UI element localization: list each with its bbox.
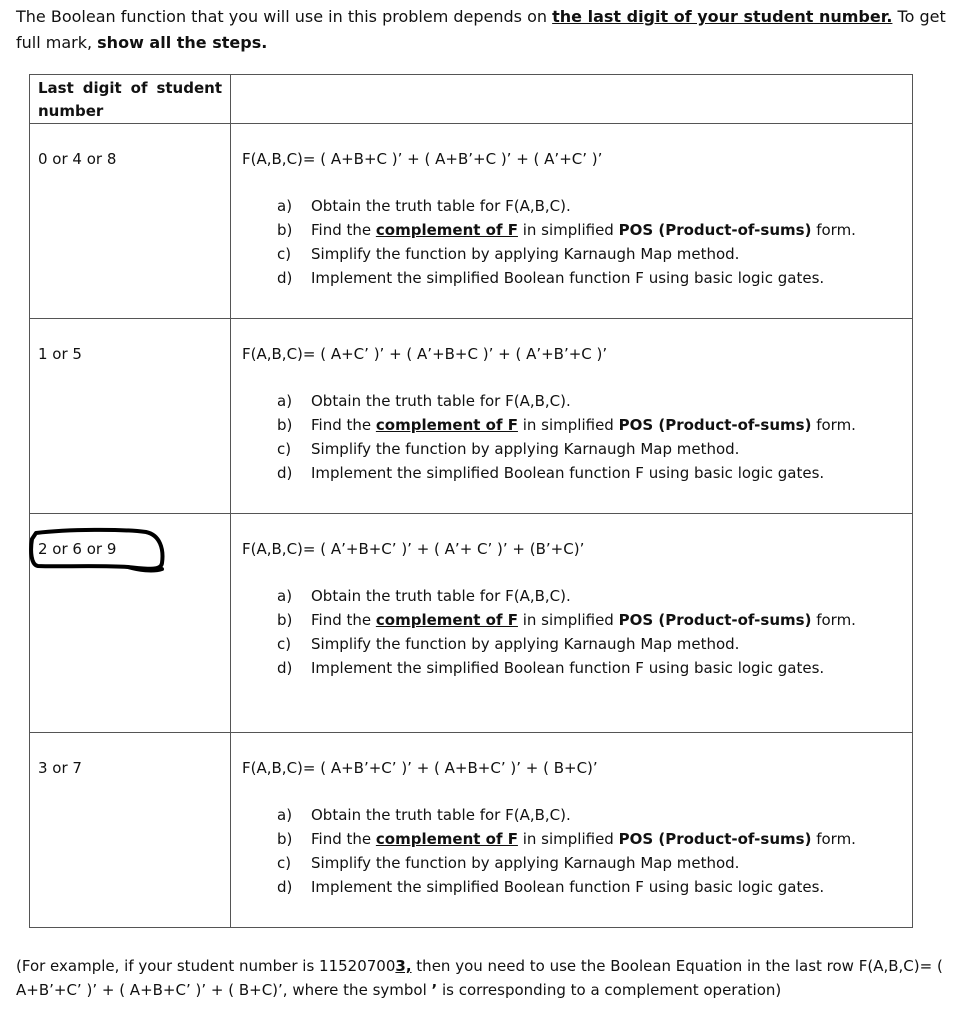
row-digits: 3 or 7 <box>38 759 82 777</box>
digit-cell <box>30 514 231 733</box>
complement-symbol: ’ <box>431 981 438 999</box>
row-digits: 0 or 4 or 8 <box>38 150 117 168</box>
example-last-digit: 3, <box>395 957 412 975</box>
header-cell-empty <box>231 75 913 124</box>
task-a: a) Obtain the truth table for F(A,B,C). <box>277 392 571 410</box>
task-b: b) Find the complement of F in simplified POS (Product-of-sums) form. <box>277 416 856 434</box>
task-list <box>277 584 912 680</box>
task-c: c) Simplify the function by applying Karnaugh Map method. <box>277 440 740 458</box>
table-row <box>30 733 913 928</box>
task-b: b) Find the complement of F in simplified POS (Product-of-sums) form. <box>277 830 856 848</box>
header-label-line2: number <box>38 102 104 120</box>
function-cell <box>231 733 913 928</box>
task-c: c) Simplify the function by applying Karnaugh Map method. <box>277 245 740 263</box>
intro-text: The Boolean function that you will use in this problem depends on <box>16 7 553 26</box>
task-d: d) Implement the simplified Boolean function F using basic logic gates. <box>277 659 825 677</box>
function-cell <box>231 124 913 319</box>
task-d: d) Implement the simplified Boolean function F using basic logic gates. <box>277 269 825 287</box>
task-d: d) Implement the simplified Boolean function F using basic logic gates. <box>277 464 825 482</box>
boolean-function: F(A,B,C)= ( A+C’ )’ + ( A’+B+C )’ + ( A’+B’+C )’ <box>242 345 608 363</box>
task-list <box>277 803 912 899</box>
header-cell-digit <box>30 75 231 124</box>
function-cell <box>231 319 913 514</box>
task-d: d) Implement the simplified Boolean function F using basic logic gates. <box>277 878 825 896</box>
task-list <box>277 389 912 485</box>
boolean-function: F(A,B,C)= ( A+B’+C’ )’ + ( A+B+C’ )’ + ( B+C)’ <box>242 759 598 777</box>
intro-paragraph <box>16 4 951 56</box>
row-digits: 2 or 6 or 9 <box>38 540 117 558</box>
table-row <box>30 124 913 319</box>
task-list <box>277 194 912 290</box>
task-b: b) Find the complement of F in simplified POS (Product-of-sums) form. <box>277 611 856 629</box>
table-header-row <box>30 75 913 124</box>
task-a: a) Obtain the truth table for F(A,B,C). <box>277 587 571 605</box>
task-c: c) Simplify the function by applying Karnaugh Map method. <box>277 854 740 872</box>
header-label-line1: Last digit of student <box>38 79 222 97</box>
intro-emphasis-digit: the last digit of your student number. <box>552 7 893 26</box>
task-a: a) Obtain the truth table for F(A,B,C). <box>277 197 571 215</box>
example-footnote: (For example, if your student number is 115207003, then you need to use the Boolean Equation in the last row F(A,B,C)= ( A+B’+C’ )’ + ( A+B+C’ )’ + ( B+C)’, where the symbol ’ is corresponding to a complement operation) <box>16 957 943 999</box>
boolean-function: F(A,B,C)= ( A’+B+C’ )’ + ( A’+ C’ )’ + (B’+C)’ <box>242 540 585 558</box>
table-row <box>30 319 913 514</box>
digit-cell <box>30 124 231 319</box>
row-digits: 1 or 5 <box>38 345 82 363</box>
digit-cell <box>30 319 231 514</box>
task-b: b) Find the complement of F in simplified POS (Product-of-sums) form. <box>277 221 856 239</box>
intro-emphasis-steps: show all the steps. <box>97 33 268 52</box>
task-c: c) Simplify the function by applying Karnaugh Map method. <box>277 635 740 653</box>
intro-text-2: To get full mark, <box>16 7 946 52</box>
task-a: a) Obtain the truth table for F(A,B,C). <box>277 806 571 824</box>
table-row <box>30 514 913 733</box>
function-cell <box>231 514 913 733</box>
digit-cell <box>30 733 231 928</box>
function-table <box>29 74 913 928</box>
boolean-function: F(A,B,C)= ( A+B+C )’ + ( A+B’+C )’ + ( A’+C’ )’ <box>242 150 603 168</box>
